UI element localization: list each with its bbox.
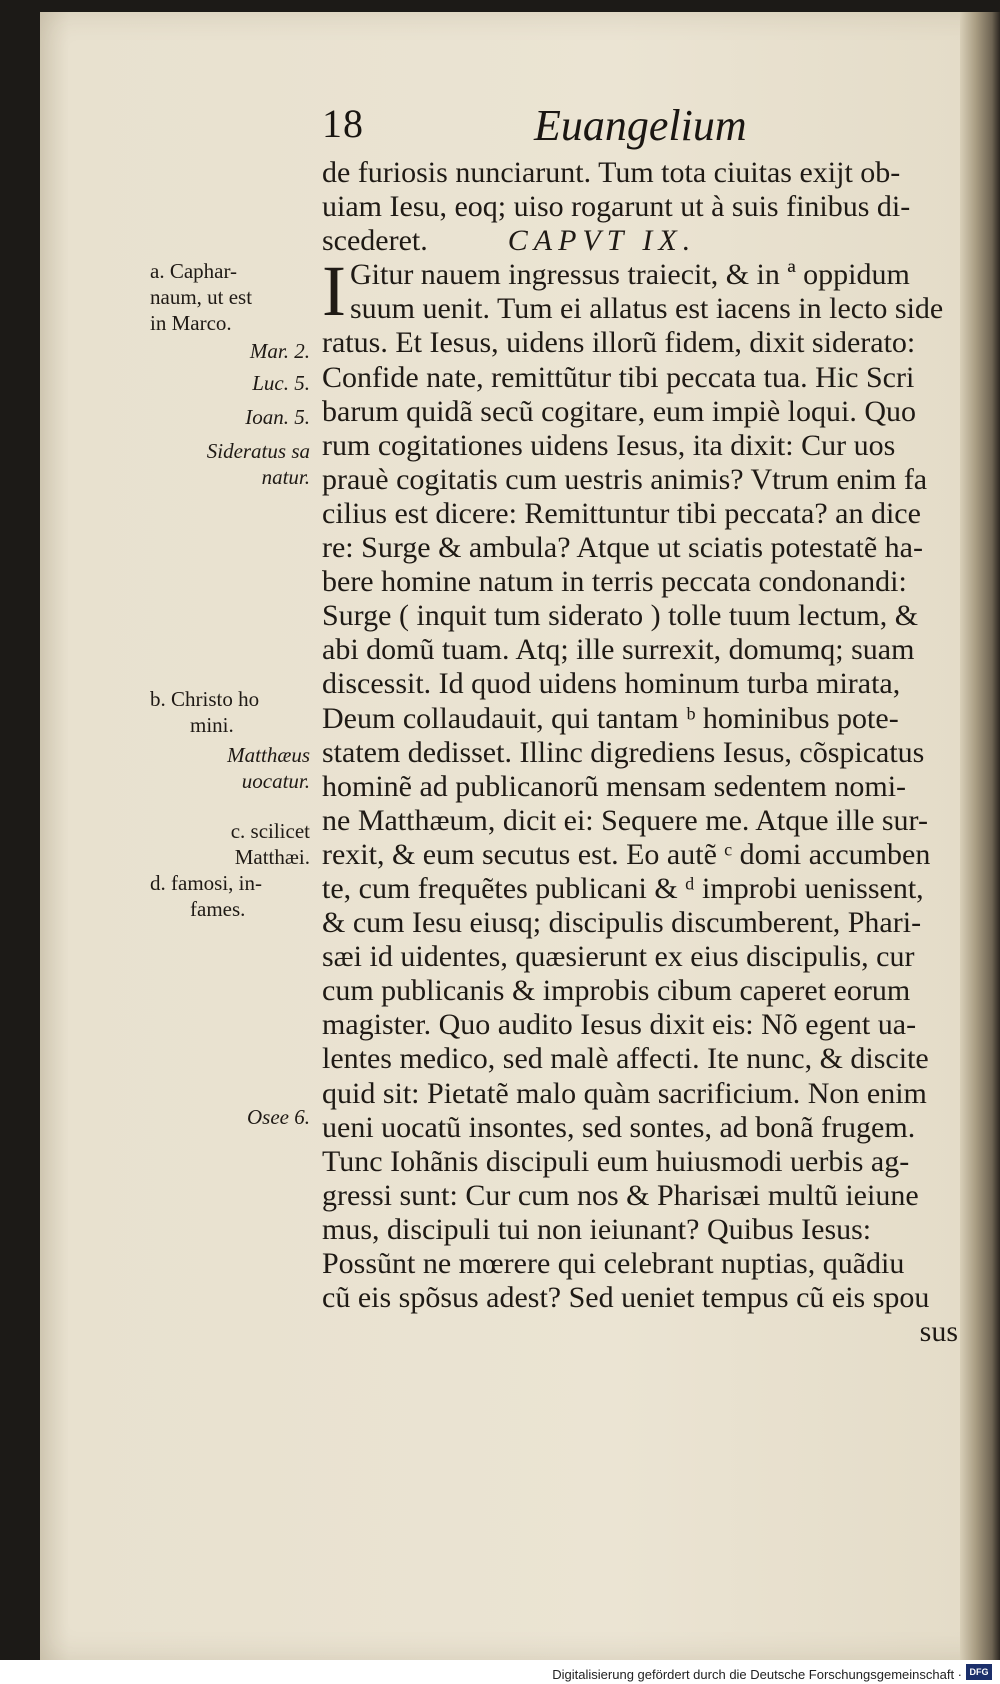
text-line: magister. Quo audito Iesus dixit eis: Nõ egent ua- — [322, 1008, 917, 1042]
margin-note-line: uocatur. — [241, 769, 310, 793]
text-line: rexit, & eum secutus est. Eo autẽ ᶜ domi accumben — [322, 837, 931, 871]
text-line — [322, 251, 962, 332]
text-line: Confide nate, remittũtur tibi peccata tua. Hic Scri — [322, 360, 915, 394]
page-gutter-edge — [960, 12, 1000, 1660]
text-line: discessit. Id quod uidens hominum turba mirata, — [322, 667, 901, 701]
text-line: gressi sunt: Cur cum nos & Pharisæi multũ ieiune — [322, 1178, 919, 1212]
margin-note-line: natur. — [261, 465, 310, 489]
text-line: abi domũ tuam. Atq; ille surrexit, domumq; suam — [322, 633, 915, 667]
text-line: Surge ( inquit tum siderato ) tolle tuum lectum, & — [322, 599, 919, 633]
chapter-heading: CAPVT IX. — [507, 224, 697, 258]
margin-note-line: Sideratus sa — [206, 439, 310, 463]
text-line — [322, 224, 962, 258]
text-line: barum quidã secũ cogitare, eum impiè loqui. Quo — [322, 394, 917, 428]
margin-note-line: b. Christo ho — [150, 687, 260, 711]
margin-note-line: Matthæus — [227, 743, 310, 767]
margin-ref-luke: Luc. 5. — [252, 371, 310, 395]
margin-note-line: naum, ut est — [150, 285, 253, 309]
margin-note-b — [150, 686, 310, 738]
text-line: rum cogitationes uidens Iesus, ita dixit: Cur uos — [322, 428, 896, 462]
dfg-logo-icon: DFG — [966, 1664, 992, 1680]
text-line: cilius est dicere: Remittuntur tibi peccata? an dice — [322, 496, 921, 530]
margin-note-c — [150, 818, 310, 870]
text-line-segment: suum uenit. Tum ei allatus est iacens in lecto side — [349, 292, 944, 326]
text-line: uiam Iesu, eoq; uiso rogarunt ut à suis finibus di- — [322, 190, 911, 224]
margin-note-line: c. scilicet — [230, 819, 310, 843]
margin-note-d — [150, 870, 310, 922]
text-line: bere homine natum in terris peccata condonandi: — [322, 565, 907, 599]
text-line: & cum Iesu eiusq; discipulis discumberent, Phari- — [322, 906, 922, 940]
funding-footer — [0, 1660, 1000, 1684]
text-line: re: Surge & ambula? Atque ut sciatis potestatẽ ha- — [322, 531, 923, 565]
page-number: 18 — [322, 101, 364, 146]
text-line: te, cum frequẽtes publicani & ᵈ improbi uenissent, — [322, 871, 924, 905]
running-title: Euangelium — [534, 101, 747, 150]
drop-cap: I — [322, 251, 346, 332]
text-line: lentes medico, sed malè affecti. Ite nunc, & discite — [322, 1042, 929, 1076]
text-line: ueni uocatũ insontes, sed sontes, ad bonã frugem. — [322, 1110, 916, 1144]
text-line: statem dedisset. Illinc digrediens Iesus, cõspicatus — [322, 735, 925, 769]
text-line: ne Matthæum, dicit ei: Sequere me. Atque ille sur- — [322, 803, 928, 837]
margin-ref-john: Ioan. 5. — [245, 405, 310, 429]
text-line: Tunc Iohãnis discipuli eum huiusmodi uerbis ag- — [322, 1144, 910, 1178]
text-line-segment: scederet. — [322, 224, 428, 258]
catchword: sus — [919, 1315, 958, 1349]
text-line: sæi id uidentes, quæsierunt ex eius discipulis, cur — [322, 940, 915, 974]
text-line: de furiosis nunciarunt. Tum tota ciuitas exijt ob- — [322, 156, 901, 189]
text-line: Deum collaudauit, qui tantam ᵇ hominibus pote- — [322, 701, 899, 735]
text-line: quid sit: Pietatẽ malo quàm sacrificium. Non enim — [322, 1076, 927, 1110]
margin-note-sideratus — [150, 438, 310, 490]
text-line-segment: Gitur nauem ingressus traiecit, & in ª oppidum — [349, 258, 910, 292]
margin-note-line: d. famosi, in- — [150, 871, 262, 895]
margin-note-line: in Marco. — [150, 311, 232, 335]
margin-ref-mark: Mar. 2. — [249, 339, 310, 363]
text-line: hominẽ ad publicanorũ mensam sedentem nomi- — [322, 769, 907, 803]
text-line: ratus. Et Iesus, uidens illorũ fidem, dixit siderato: — [322, 326, 916, 360]
margin-note-line: Matthæi. — [234, 845, 310, 869]
text-line: cum publicanis & improbis cibum caperet eorum — [322, 974, 911, 1008]
text-line: cũ eis spõsus adest? Sed ueniet tempus cũ eis spou — [322, 1281, 930, 1315]
funding-credit: Digitalisierung gefördert durch die Deutsche Forschungsgemeinschaft · — [552, 1667, 962, 1682]
margin-note-line: fames. — [190, 897, 246, 921]
margin-note-matthaeus — [150, 742, 310, 794]
main-text-column — [322, 156, 962, 1349]
text-line: mus, discipuli tui non ieiunant? Quibus Iesus: — [322, 1212, 872, 1246]
text-line: prauè cogitatis cum uestris animis? Vtrum enim fa — [322, 462, 928, 496]
margin-note-line: a. Caphar- — [150, 259, 238, 283]
margin-ref-osee: Osee 6. — [247, 1105, 310, 1129]
margin-note-a — [150, 258, 310, 336]
text-line: Possũnt ne mœrere qui celebrant nuptias, quãdiu — [322, 1247, 905, 1280]
margin-note-line: mini. — [190, 713, 234, 737]
